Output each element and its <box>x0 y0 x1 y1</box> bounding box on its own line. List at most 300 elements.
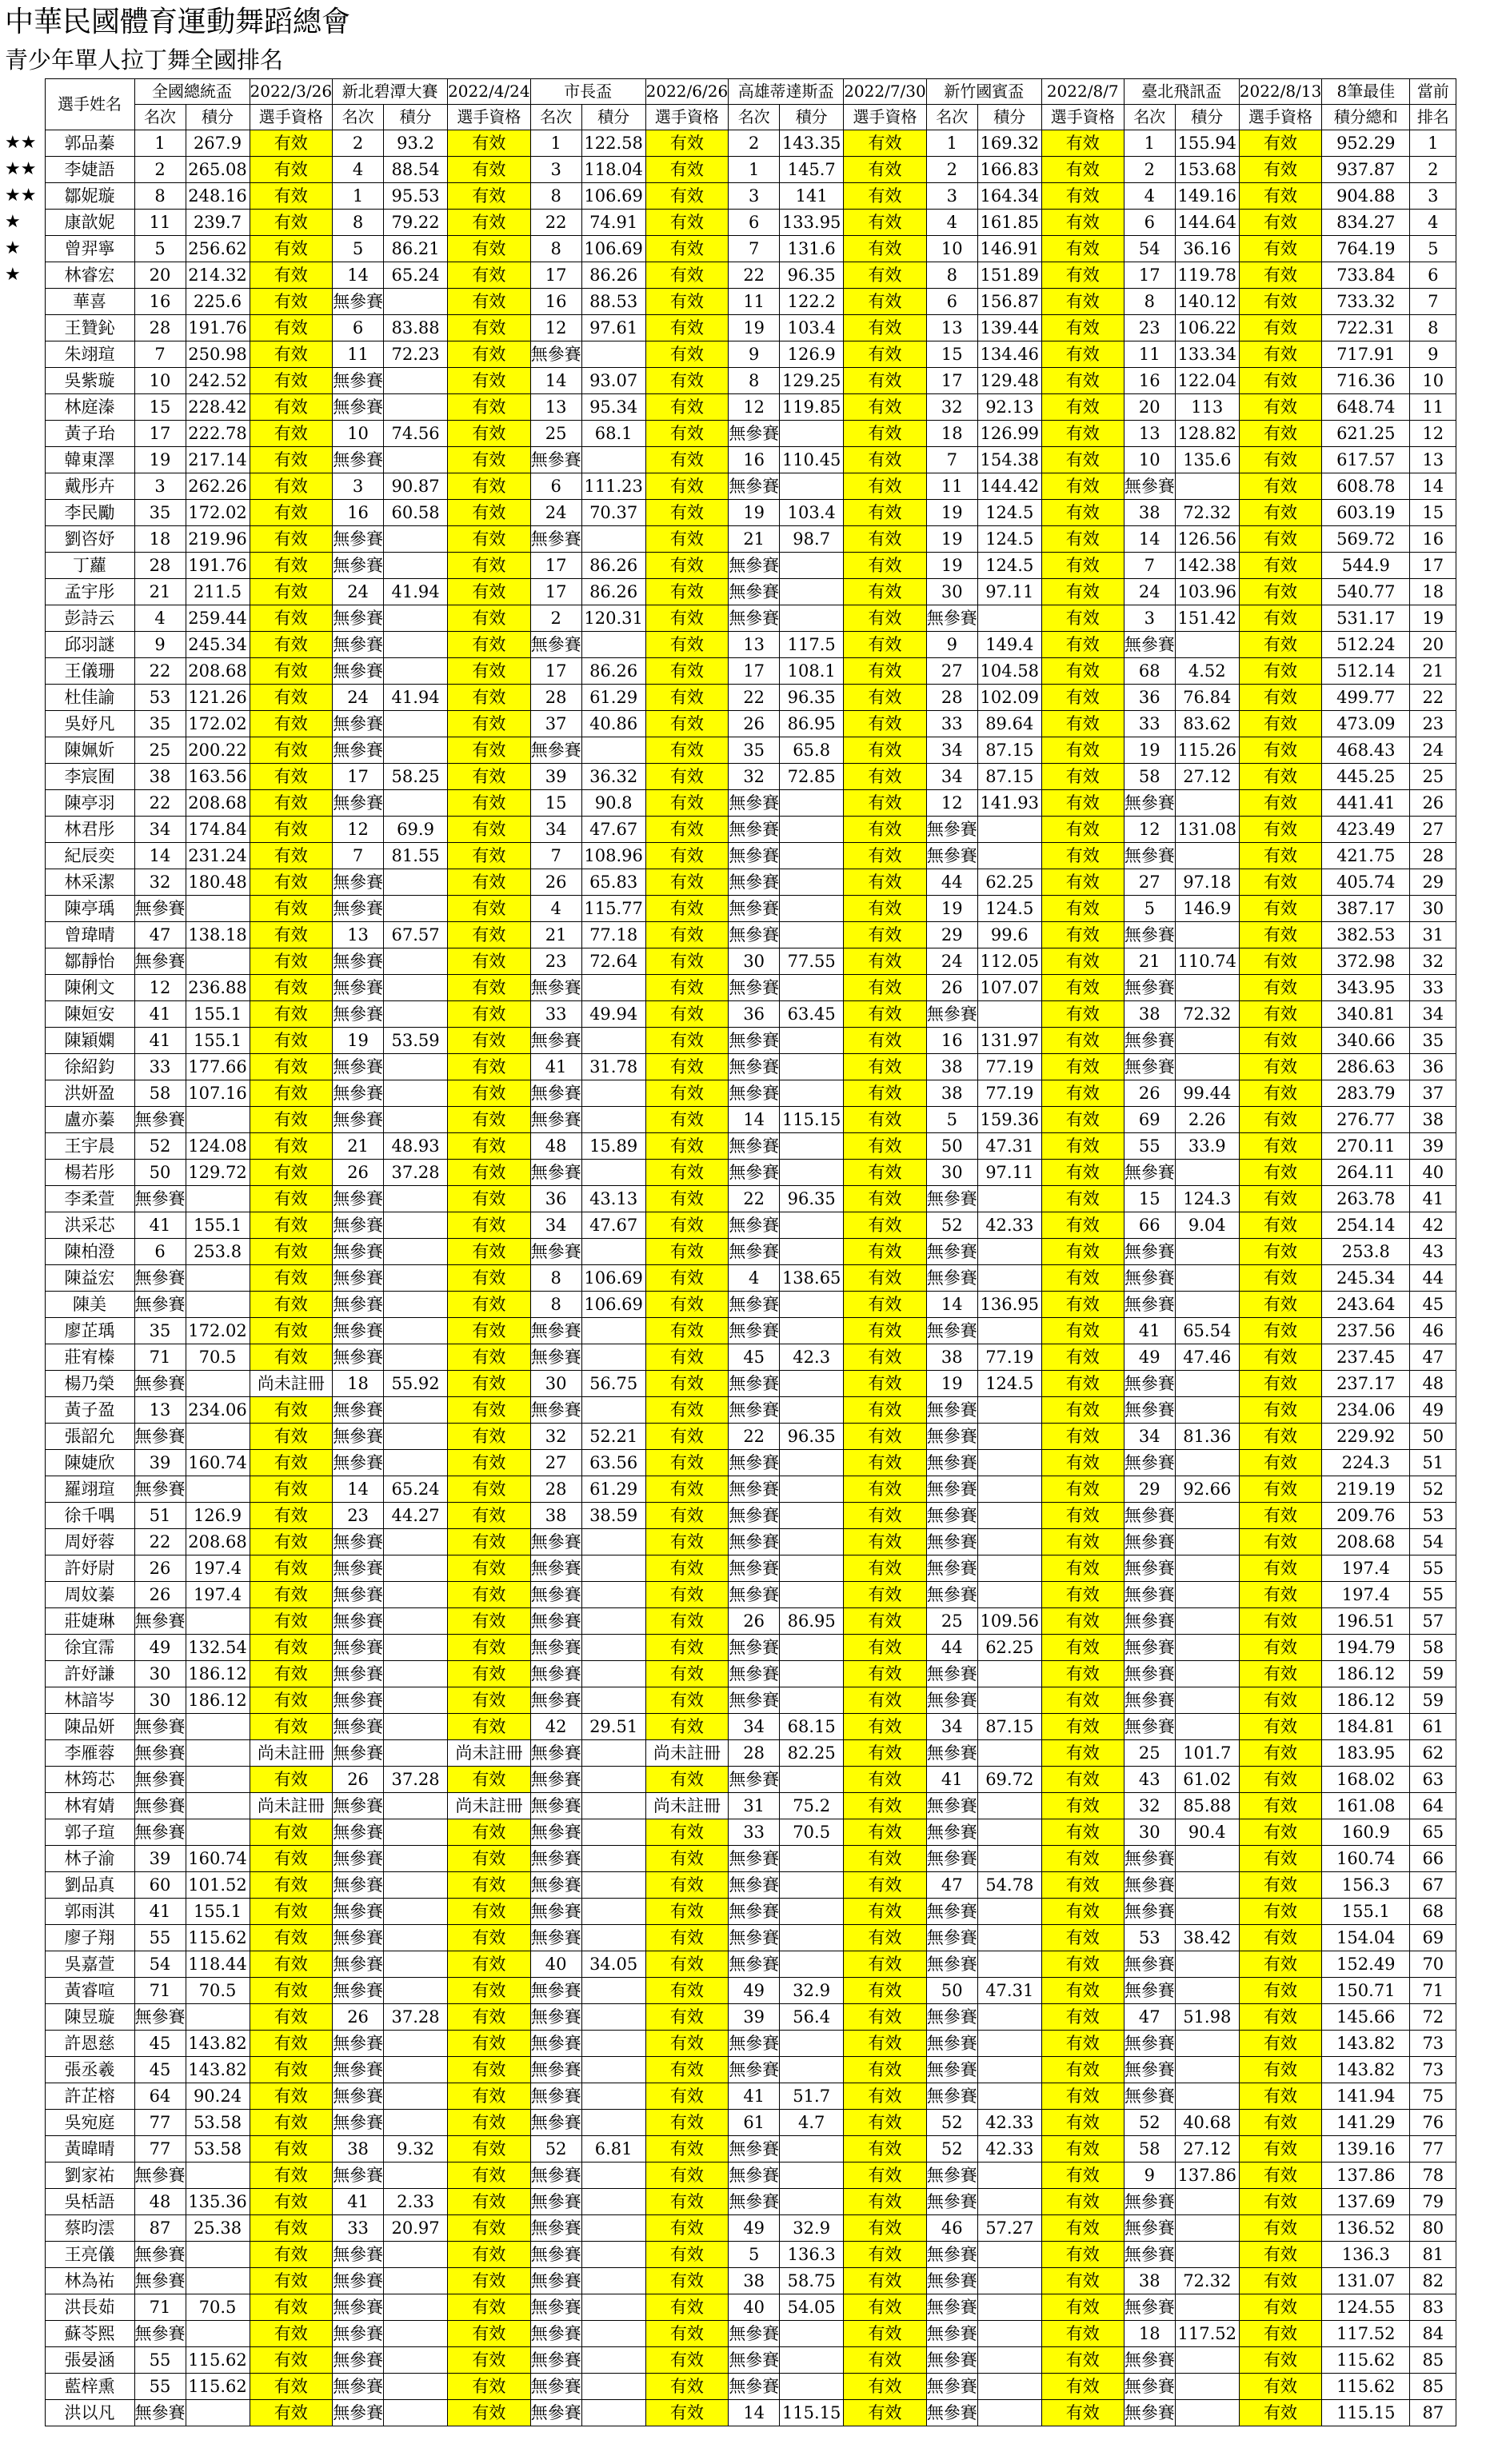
comp-score <box>581 1582 645 1608</box>
table-row <box>3 1160 1456 1186</box>
comp-score: 27.12 <box>1175 764 1239 790</box>
comp-qualification: 有效 <box>645 1028 729 1054</box>
comp-qualification: 有效 <box>1041 605 1124 632</box>
comp-score: 34.05 <box>581 1951 645 1978</box>
comp-score <box>977 1819 1041 1846</box>
comp-rank: 48 <box>134 2189 186 2215</box>
comp-rank: 無參賽 <box>1124 1846 1175 1872</box>
comp-rank: 無參賽 <box>530 1819 581 1846</box>
comp-qualification: 有效 <box>250 210 333 236</box>
comp-score <box>384 394 448 421</box>
comp-rank: 無參賽 <box>530 2242 581 2268</box>
comp-score: 87.15 <box>977 737 1041 764</box>
player-name: 黃子珆 <box>45 421 134 447</box>
comp-score <box>977 817 1041 843</box>
comp-rank: 無參賽 <box>926 2374 977 2400</box>
comp-score: 144.64 <box>1175 210 1239 236</box>
comp-qualification: 有效 <box>1239 341 1322 368</box>
comp-score <box>1175 2083 1239 2110</box>
comp-rank: 無參賽 <box>333 632 384 658</box>
comp-rank: 4 <box>729 1265 780 1292</box>
comp-rank: 32 <box>134 869 186 896</box>
player-name: 陳益宏 <box>45 1265 134 1292</box>
comp-qualification: 有效 <box>448 1292 531 1318</box>
comp-qualification: 有效 <box>448 922 531 948</box>
comp-score: 118.44 <box>186 1951 250 1978</box>
comp-rank: 無參賽 <box>134 896 186 922</box>
current-rank: 24 <box>1410 737 1456 764</box>
comp-qualification: 有效 <box>844 1635 927 1661</box>
comp-rank: 無參賽 <box>926 2268 977 2294</box>
comp-rank: 30 <box>134 1687 186 1714</box>
table-row <box>3 1450 1456 1476</box>
comp-score <box>581 1344 645 1371</box>
player-name: 陳亭瑀 <box>45 896 134 922</box>
comp-rank: 8 <box>333 210 384 236</box>
comp-rank: 25 <box>134 737 186 764</box>
comp-rank: 71 <box>134 1344 186 1371</box>
comp-rank: 27 <box>1124 869 1175 896</box>
comp-rank: 無參賽 <box>333 1951 384 1978</box>
star-marker <box>3 1503 45 1529</box>
comp-rank: 41 <box>729 2083 780 2110</box>
comp-rank: 無參賽 <box>729 2057 780 2083</box>
player-name: 吳紫璇 <box>45 368 134 394</box>
table-row <box>3 500 1456 526</box>
player-name: 華喜 <box>45 289 134 315</box>
comp-qualification: 有效 <box>250 2215 333 2242</box>
comp-qualification: 有效 <box>1041 2400 1124 2426</box>
current-rank: 49 <box>1410 1397 1456 1424</box>
comp-qualification: 有效 <box>1239 1925 1322 1951</box>
comp-qualification: 有效 <box>448 1107 531 1133</box>
comp-rank: 13 <box>530 394 581 421</box>
comp-rank: 14 <box>729 2400 780 2426</box>
comp-qualification: 有效 <box>844 1714 927 1740</box>
comp-qualification: 有效 <box>1239 2057 1322 2083</box>
star-marker <box>3 711 45 737</box>
comp-score: 77.19 <box>977 1344 1041 1371</box>
best-total: 183.95 <box>1322 1740 1410 1767</box>
comp-rank: 33 <box>530 1001 581 1028</box>
comp-qualification: 有效 <box>1041 1899 1124 1925</box>
table-row <box>3 1054 1456 1080</box>
current-rank: 57 <box>1410 1608 1456 1635</box>
comp-score: 155.1 <box>186 1212 250 1239</box>
comp-qualification: 有效 <box>1239 711 1322 737</box>
player-name: 張晏涵 <box>45 2347 134 2374</box>
best-total: 372.98 <box>1322 948 1410 975</box>
comp-qualification: 有效 <box>1239 2215 1322 2242</box>
comp-qualification: 有效 <box>645 2400 729 2426</box>
comp-score: 83.88 <box>384 315 448 341</box>
best-total: 423.49 <box>1322 817 1410 843</box>
comp-score <box>780 1292 844 1318</box>
comp-score: 110.45 <box>780 447 844 473</box>
comp-score <box>384 1714 448 1740</box>
comp-rank: 無參賽 <box>333 711 384 737</box>
comp-rank: 無參賽 <box>1124 1397 1175 1424</box>
comp-qualification: 有效 <box>645 1107 729 1133</box>
comp-qualification: 有效 <box>645 1133 729 1160</box>
table-row <box>3 1318 1456 1344</box>
best-total: 569.72 <box>1322 526 1410 553</box>
current-rank: 10 <box>1410 368 1456 394</box>
comp-score <box>780 1687 844 1714</box>
comp-qualification: 有效 <box>250 1951 333 1978</box>
comp-qualification: 有效 <box>250 1608 333 1635</box>
comp-qualification: 有效 <box>1041 394 1124 421</box>
comp-rank: 無參賽 <box>729 1133 780 1160</box>
comp-score: 40.86 <box>581 711 645 737</box>
comp-rank: 19 <box>926 500 977 526</box>
comp-rank: 無參賽 <box>926 1661 977 1687</box>
comp-score: 41.94 <box>384 685 448 711</box>
comp-qualification: 有效 <box>1239 368 1322 394</box>
comp-rank: 無參賽 <box>530 1793 581 1819</box>
comp-score <box>1175 2215 1239 2242</box>
comp-rank: 無參賽 <box>729 1080 780 1107</box>
comp-qualification: 有效 <box>1041 2347 1124 2374</box>
comp-score <box>977 1740 1041 1767</box>
comp-rank: 無參賽 <box>530 2110 581 2136</box>
comp-score <box>1175 1872 1239 1899</box>
comp-qualification: 有效 <box>250 1687 333 1714</box>
comp-qualification: 有效 <box>1239 2083 1322 2110</box>
comp-qualification: 有效 <box>1041 421 1124 447</box>
comp-rank: 54 <box>1124 236 1175 262</box>
comp-qualification: 有效 <box>448 579 531 605</box>
comp-score <box>780 1054 844 1080</box>
comp-rank: 無參賽 <box>333 1582 384 1608</box>
comp-rank: 27 <box>926 658 977 685</box>
comp-score: 77.18 <box>581 922 645 948</box>
comp-rank: 13 <box>926 315 977 341</box>
comp-score: 166.83 <box>977 157 1041 183</box>
comp-qualification: 有效 <box>844 130 927 157</box>
comp-rank: 無參賽 <box>729 1555 780 1582</box>
comp-qualification: 有效 <box>645 658 729 685</box>
comp-rank: 41 <box>530 1054 581 1080</box>
comp-qualification: 有效 <box>1041 1001 1124 1028</box>
comp-qualification: 有效 <box>645 341 729 368</box>
comp-score <box>780 553 844 579</box>
current-rank: 7 <box>1410 289 1456 315</box>
comp-rank: 19 <box>333 1028 384 1054</box>
comp-rank: 無參賽 <box>926 1001 977 1028</box>
comp-rank: 26 <box>134 1582 186 1608</box>
comp-rank: 無參賽 <box>729 1397 780 1424</box>
comp-qualification: 有效 <box>844 1793 927 1819</box>
comp-score: 43.13 <box>581 1186 645 1212</box>
current-rank: 30 <box>1410 896 1456 922</box>
comp-rank: 無參賽 <box>333 1344 384 1371</box>
comp-score <box>186 948 250 975</box>
comp-score: 90.8 <box>581 790 645 817</box>
comp-score: 96.35 <box>780 262 844 289</box>
comp-rank: 無參賽 <box>530 1608 581 1635</box>
current-rank: 79 <box>1410 2189 1456 2215</box>
comp-qualification: 有效 <box>250 711 333 737</box>
comp-rank: 12 <box>530 315 581 341</box>
comp-rank: 50 <box>926 1133 977 1160</box>
comp-score: 236.88 <box>186 975 250 1001</box>
comp-rank: 34 <box>1124 1424 1175 1450</box>
comp-qualification: 有效 <box>1041 1635 1124 1661</box>
comp-rank: 無參賽 <box>333 1714 384 1740</box>
comp-rank: 無參賽 <box>926 1265 977 1292</box>
comp-rank: 33 <box>333 2215 384 2242</box>
current-rank: 68 <box>1410 1899 1456 1925</box>
comp-rank: 無參賽 <box>134 2162 186 2189</box>
comp-rank: 52 <box>134 1133 186 1160</box>
comp-rank: 17 <box>1124 262 1175 289</box>
comp-score: 129.72 <box>186 1160 250 1186</box>
comp-score: 4.52 <box>1175 658 1239 685</box>
best-total: 115.62 <box>1322 2374 1410 2400</box>
star-marker <box>3 1872 45 1899</box>
comp-rank: 無參賽 <box>926 1450 977 1476</box>
star-marker <box>3 289 45 315</box>
comp-rank: 17 <box>926 368 977 394</box>
comp-rank: 無參賽 <box>729 975 780 1001</box>
comp-qualification: 有效 <box>844 1424 927 1450</box>
comp-rank: 無參賽 <box>333 394 384 421</box>
comp-qualification: 有效 <box>448 764 531 790</box>
comp-rank: 無參賽 <box>530 1925 581 1951</box>
comp-qualification: 有效 <box>1041 1687 1124 1714</box>
table-row <box>3 2294 1456 2321</box>
player-name: 陳婕欣 <box>45 1450 134 1476</box>
comp-score: 120.31 <box>581 605 645 632</box>
comp-score <box>977 2242 1041 2268</box>
current-rank: 17 <box>1410 553 1456 579</box>
comp-rank: 1 <box>134 130 186 157</box>
comp-rank: 無參賽 <box>729 1635 780 1661</box>
table-row <box>3 394 1456 421</box>
comp-qualification: 有效 <box>1041 2268 1124 2294</box>
comp-qualification: 有效 <box>844 2294 927 2321</box>
comp-score <box>384 1107 448 1133</box>
comp-qualification: 有效 <box>844 1925 927 1951</box>
star-marker <box>3 447 45 473</box>
comp-qualification: 有效 <box>250 1001 333 1028</box>
comp-rank: 53 <box>1124 1925 1175 1951</box>
comp-rank: 3 <box>530 157 581 183</box>
comp-score <box>186 2400 250 2426</box>
comp-rank: 5 <box>729 2242 780 2268</box>
current-rank: 12 <box>1410 421 1456 447</box>
current-rank: 48 <box>1410 1371 1456 1397</box>
comp-score: 20.97 <box>384 2215 448 2242</box>
comp-rank: 14 <box>333 1476 384 1503</box>
best-total: 160.74 <box>1322 1846 1410 1872</box>
player-name: 韓東澤 <box>45 447 134 473</box>
comp-qualification: 有效 <box>1041 790 1124 817</box>
comp-qualification: 有效 <box>1041 1555 1124 1582</box>
comp-qualification: 有效 <box>844 1661 927 1687</box>
table-row <box>3 1503 1456 1529</box>
comp-rank: 47 <box>134 922 186 948</box>
star-marker <box>3 605 45 632</box>
comp-qualification: 有效 <box>1239 1740 1322 1767</box>
table-row <box>3 869 1456 896</box>
star-marker <box>3 843 45 869</box>
comp-rank: 30 <box>926 1160 977 1186</box>
comp-score: 126.56 <box>1175 526 1239 553</box>
comp-qualification: 有效 <box>1041 1133 1124 1160</box>
comp-rank: 15 <box>1124 1186 1175 1212</box>
comp-rank: 無參賽 <box>729 1529 780 1555</box>
comp-score <box>581 1978 645 2004</box>
comp-qualification: 有效 <box>448 2031 531 2057</box>
comp-rank: 1 <box>333 183 384 210</box>
comp-score <box>1175 2347 1239 2374</box>
comp-qualification: 有效 <box>1239 2136 1322 2162</box>
player-name: 洪以凡 <box>45 2400 134 2426</box>
comp-qualification: 有效 <box>448 2242 531 2268</box>
comp-score: 65.24 <box>384 262 448 289</box>
comp-rank: 52 <box>1124 2110 1175 2136</box>
comp-qualification: 有效 <box>448 1212 531 1239</box>
comp-rank: 無參賽 <box>333 289 384 315</box>
star-marker <box>3 526 45 553</box>
comp-rank: 無參賽 <box>333 790 384 817</box>
comp-score: 106.22 <box>1175 315 1239 341</box>
comp-rank: 27 <box>530 1450 581 1476</box>
comp-rank: 無參賽 <box>134 1292 186 1318</box>
comp-rank: 無參賽 <box>530 341 581 368</box>
best-total: 937.87 <box>1322 157 1410 183</box>
player-name: 林君彤 <box>45 817 134 843</box>
comp-score <box>384 553 448 579</box>
current-rank: 13 <box>1410 447 1456 473</box>
current-rank: 59 <box>1410 1687 1456 1714</box>
player-name: 許芷榕 <box>45 2083 134 2110</box>
star-marker <box>3 1819 45 1846</box>
star-marker <box>3 1292 45 1318</box>
comp-score: 106.69 <box>581 236 645 262</box>
comp-score: 103.4 <box>780 500 844 526</box>
comp-qualification: 有效 <box>1239 1344 1322 1371</box>
comp-rank: 25 <box>1124 1740 1175 1767</box>
comp-score <box>581 2268 645 2294</box>
best-total: 286.63 <box>1322 1054 1410 1080</box>
comp-qualification: 有效 <box>1041 210 1124 236</box>
comp-qualification: 有效 <box>448 2189 531 2215</box>
comp-qualification: 有效 <box>448 1186 531 1212</box>
comp-qualification: 有效 <box>645 1186 729 1212</box>
star-marker <box>3 896 45 922</box>
comp-rank: 14 <box>134 843 186 869</box>
comp-qualification: 有效 <box>844 1529 927 1555</box>
comp-rank: 無參賽 <box>134 2268 186 2294</box>
comp-rank: 14 <box>530 368 581 394</box>
comp-qualification: 有效 <box>250 236 333 262</box>
current-rank: 81 <box>1410 2242 1456 2268</box>
comp-rank: 無參賽 <box>333 1186 384 1212</box>
comp-score <box>384 711 448 737</box>
comp-qualification: 有效 <box>250 1819 333 1846</box>
comp-qualification: 有效 <box>1239 553 1322 579</box>
qual-col-header: 選手資格 <box>250 105 333 130</box>
table-row <box>3 764 1456 790</box>
comp-score <box>384 1899 448 1925</box>
comp-qualification: 有效 <box>250 553 333 579</box>
comp-score <box>1175 632 1239 658</box>
comp-score: 56.4 <box>780 2004 844 2031</box>
current-rank: 58 <box>1410 1635 1456 1661</box>
comp-rank: 無參賽 <box>530 1028 581 1054</box>
table-row <box>3 236 1456 262</box>
player-name: 許妤謙 <box>45 1661 134 1687</box>
comp-rank: 無參賽 <box>134 1265 186 1292</box>
best-total: 544.9 <box>1322 553 1410 579</box>
comp-rank: 19 <box>729 315 780 341</box>
comp-qualification: 有效 <box>250 632 333 658</box>
table-row <box>3 1555 1456 1582</box>
comp-score: 135.6 <box>1175 447 1239 473</box>
comp-score: 250.98 <box>186 341 250 368</box>
comp-score <box>977 2031 1041 2057</box>
comp-qualification: 有效 <box>250 526 333 553</box>
best-total: 143.82 <box>1322 2031 1410 2057</box>
comp-score <box>384 1212 448 1239</box>
comp-qualification: 尚未註冊 <box>250 1793 333 1819</box>
comp-qualification: 有效 <box>448 2110 531 2136</box>
table-row <box>3 1687 1456 1714</box>
comp-qualification: 有效 <box>645 1450 729 1476</box>
comp-rank: 無參賽 <box>926 2083 977 2110</box>
comp-rank: 無參賽 <box>333 1635 384 1661</box>
table-row <box>3 790 1456 817</box>
comp-qualification: 有效 <box>448 1529 531 1555</box>
best-total: 716.36 <box>1322 368 1410 394</box>
comp-rank: 37 <box>530 711 581 737</box>
table-row <box>3 1080 1456 1107</box>
current-rank: 26 <box>1410 790 1456 817</box>
comp-qualification: 有效 <box>1041 658 1124 685</box>
comp-rank: 34 <box>926 1714 977 1740</box>
comp-qualification: 有效 <box>1239 2242 1322 2268</box>
comp-qualification: 有效 <box>1239 526 1322 553</box>
comp-score: 36.32 <box>581 764 645 790</box>
table-row <box>3 1397 1456 1424</box>
comp-qualification: 有效 <box>448 2004 531 2031</box>
comp-qualification: 有效 <box>1239 1080 1322 1107</box>
comp-score: 112.05 <box>977 948 1041 975</box>
comp-qualification: 有效 <box>645 394 729 421</box>
qual-col-header: 選手資格 <box>448 105 531 130</box>
comp-rank: 20 <box>134 262 186 289</box>
comp-rank: 68 <box>1124 658 1175 685</box>
comp-qualification: 有效 <box>645 975 729 1001</box>
comp-rank: 5 <box>1124 896 1175 922</box>
comp-rank: 19 <box>1124 737 1175 764</box>
player-name: 鄒妮璇 <box>45 183 134 210</box>
comp-rank: 38 <box>729 2268 780 2294</box>
comp-qualification: 有效 <box>1041 368 1124 394</box>
comp-rank: 33 <box>1124 711 1175 737</box>
star-marker <box>3 632 45 658</box>
comp-rank: 52 <box>530 2136 581 2162</box>
comp-rank: 21 <box>333 1133 384 1160</box>
best-total: 237.45 <box>1322 1344 1410 1371</box>
comp-qualification: 有效 <box>250 1397 333 1424</box>
star-marker <box>3 1767 45 1793</box>
comp-score: 97.18 <box>1175 869 1239 896</box>
comp-qualification: 有效 <box>250 1582 333 1608</box>
